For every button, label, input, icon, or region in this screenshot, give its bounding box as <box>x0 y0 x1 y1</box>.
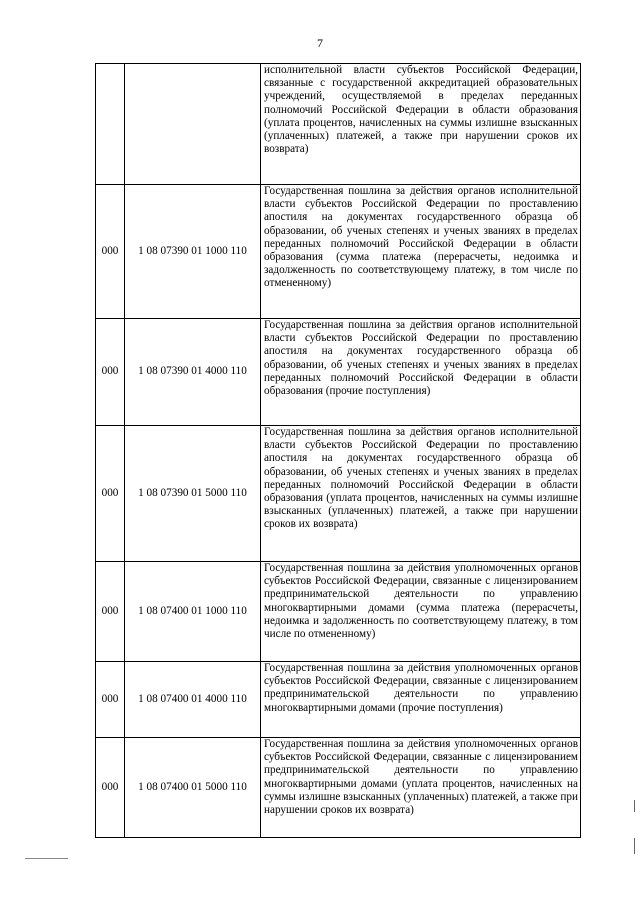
table-row <box>96 738 581 838</box>
admin-code-cell: 000 <box>96 738 125 838</box>
budget-code-cell: 1 08 07400 01 4000 110 <box>125 662 261 738</box>
admin-code-cell: 000 <box>96 185 125 319</box>
description-cell: исполнительной власти субъектов Российской Федерации, связанные с государственной аккредитацией образовательных учреждений, осуществляемой в пределах переданных полномочий Российской Федерации в области образования (уплата процентов, начисленных на суммы излишне взысканных (уплаченных) платежей, а также при нарушении сроков их возврата) <box>261 64 581 185</box>
description-cell: Государственная пошлина за действия уполномоченных органов субъектов Российской Федерации, связанные с лицензированием предпринимательской деятельности по управлению многоквартирными домами (уплата процентов, начисленных на суммы излишне взысканных (уплаченных) платежей, а также при нарушении сроков их возврата) <box>261 738 581 838</box>
table-row <box>96 64 581 185</box>
admin-code-cell: 000 <box>96 662 125 738</box>
admin-code-cell: 000 <box>96 562 125 662</box>
description-cell: Государственная пошлина за действия уполномоченных органов субъектов Российской Федерации, связанные с лицензированием предпринимательской деятельности по управлению многоквартирными домами (прочие поступления) <box>261 662 581 738</box>
budget-codes-table <box>95 63 581 838</box>
budget-code-cell: 1 08 07400 01 1000 110 <box>125 562 261 662</box>
scan-edge-mark <box>634 838 635 854</box>
table-row <box>96 426 581 562</box>
admin-code-cell <box>96 64 125 185</box>
budget-code-cell: 1 08 07390 01 5000 110 <box>125 426 261 562</box>
budget-code-cell <box>125 64 261 185</box>
page-number: 7 <box>317 36 323 50</box>
scan-artifact-line <box>25 858 68 859</box>
description-cell: Государственная пошлина за действия органов исполнительной власти субъектов Российской Федерации по проставлению апостиля на документах государственного образца об образовании, об ученых степенях и ученых званиях в пределах переданных полномочий Российской Федерации в области образования (сумма платежа (перерасчеты, недоимка и задолженность по соответствующему платежу, в том числе по отмененному) <box>261 185 581 319</box>
description-cell: Государственная пошлина за действия органов исполнительной власти субъектов Российской Федерации по проставлению апостиля на документах государственного образца об образовании, об ученых степенях и ученых званиях в пределах переданных полномочий Российской Федерации в области образования (уплата процентов, начисленных на суммы излишне взысканных (уплаченных) платежей, а также при нарушении сроков их возврата) <box>261 426 581 562</box>
table-row <box>96 562 581 662</box>
description-cell: Государственная пошлина за действия органов исполнительной власти субъектов Российской Федерации по проставлению апостиля на документах государственного образца об образовании, об ученых степенях и ученых званиях в пределах переданных полномочий Российской Федерации в области образования (прочие поступления) <box>261 319 581 426</box>
admin-code-cell: 000 <box>96 319 125 426</box>
description-cell: Государственная пошлина за действия уполномоченных органов субъектов Российской Федерации, связанные с лицензированием предпринимательской деятельности по управлению многоквартирными домами (сумма платежа (перерасчеты, недоимка и задолженность по соответствующему платежу, в том числе по отмененному) <box>261 562 581 662</box>
budget-code-cell: 1 08 07400 01 5000 110 <box>125 738 261 838</box>
table-row <box>96 319 581 426</box>
admin-code-cell: 000 <box>96 426 125 562</box>
budget-code-cell: 1 08 07390 01 4000 110 <box>125 319 261 426</box>
scan-edge-mark <box>634 800 635 812</box>
table-row <box>96 185 581 319</box>
budget-code-cell: 1 08 07390 01 1000 110 <box>125 185 261 319</box>
table-row <box>96 662 581 738</box>
